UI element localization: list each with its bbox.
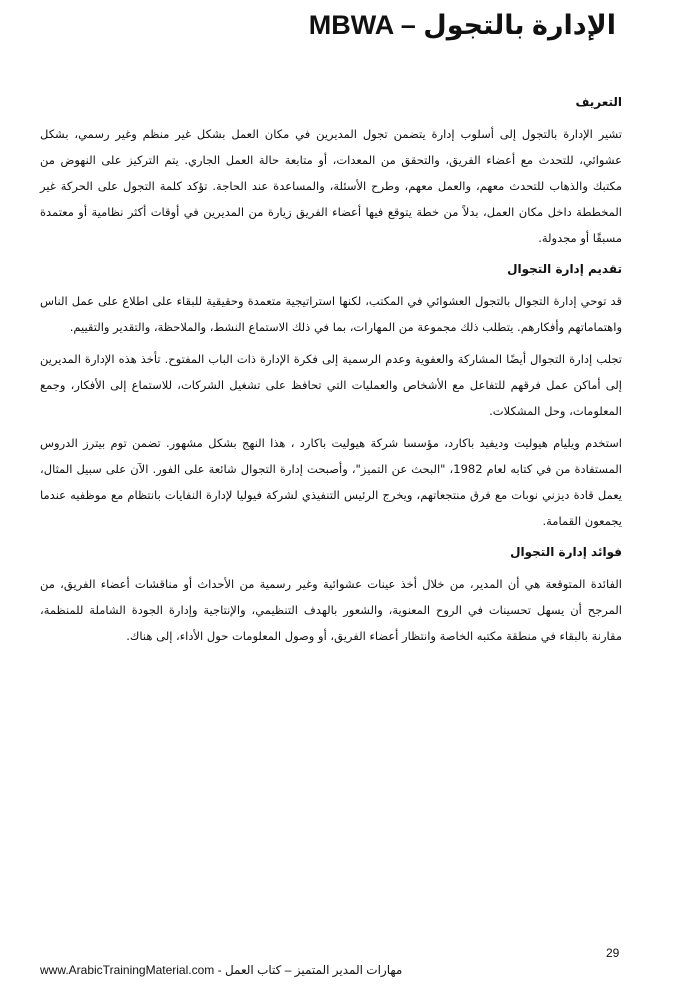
paragraph: قد توحي إدارة التجوال بالتجول العشوائي في المكتب، لكنها استراتيجية متعمدة وحقيقية للبقاء على اطلاع على عمل الناس واهتماماتهم وأفكارهم. يتطلب ذلك مجموعة من المهارات، بما في ذلك الاستماع النشط، والملاحظة، والتقدير والتقييم. <box>40 294 622 334</box>
paragraph: استخدم ويليام هيوليت وديفيد باكارد، مؤسسا شركة هيوليت باكارد ، هذا النهج بشكل مشهور. تضمن توم بيترز الدروس المستفادة من في كتابه لعام 1982، "البحث عن التميز"، وأصبحت إدارة التجوال شائعة على الفور. الآن على سبيل المثال، يعمل قادة ديزني نوبات مع فرق منتجعاتهم، ويخرج الرئيس التنفيذي لشركة فيوليا لإدارة النفايات بانتظام مع موظفيه عندما يجمعون القمامة. <box>40 436 622 528</box>
paragraph: تجلب إدارة التجوال أيضًا المشاركة والعفوية وعدم الرسمية إلى فكرة الإدارة ذات الباب المفتوح. تأخذ هذه الإدارة المديرين إلى أماكن عمل فرقهم للتفاعل مع الأشخاص والعمليات التي تحافظ على تشغيل الشركات، للاستماع إلى الأفكار، وجمع المعلومات، وحل المشكلات. <box>40 352 622 418</box>
section-heading: فوائد إدارة التجوال <box>510 545 622 559</box>
page-number: 29 <box>606 946 620 960</box>
section-introduction <box>40 261 622 534</box>
section-heading: تقديم إدارة التجوال <box>507 262 622 276</box>
paragraph: الفائدة المتوقعة هي أن المدير، من خلال أخذ عينات عشوائية وغير رسمية من الأحداث أو مناقشات أعضاء الفريق، من المرجح أن يسهل تحسينات في الروح المعنوية، والشعور بالهدف التنظيمي، والإنتاجية وإدارة الجودة الشاملة للمنظمة، مقارنة بالبقاء في منطقة مكتبه الخاصة وانتظار أعضاء الفريق، أو وصول المعلومات حول الأداء، إلى هناك. <box>40 577 622 643</box>
section-heading: التعريف <box>575 95 622 109</box>
footer-text: مهارات المدير المتميز – كتاب العمل - www.ArabicTrainingMaterial.com <box>40 963 403 977</box>
document-body <box>40 94 622 659</box>
paragraph: تشير الإدارة بالتجول إلى أسلوب إدارة يتضمن تجول المديرين في مكان العمل بشكل غير منظم وغير رسمي، بشكل عشوائي، للتحدث مع أعضاء الفريق، والتحقق من المعدات، أو متابعة حالة العمل الجاري. يتم التركيز على النهوض من مكتبك والذهاب للتحدث معهم، والعمل معهم، وطرح الأسئلة، والمساعدة عند الحاجة. تؤكد كلمة التجول على الحركة غير المخططة داخل مكان العمل، بدلاً من خطة يتوقع فيها أعضاء الفريق زيارة من المديرين في أوقات أكثر نظامية أو معتمدة مسبقًا أو مجدولة. <box>40 127 622 245</box>
section-benefits <box>40 544 622 649</box>
page-title: MBWA – الإدارة بالتجول <box>308 10 616 40</box>
section-definition <box>40 94 622 251</box>
